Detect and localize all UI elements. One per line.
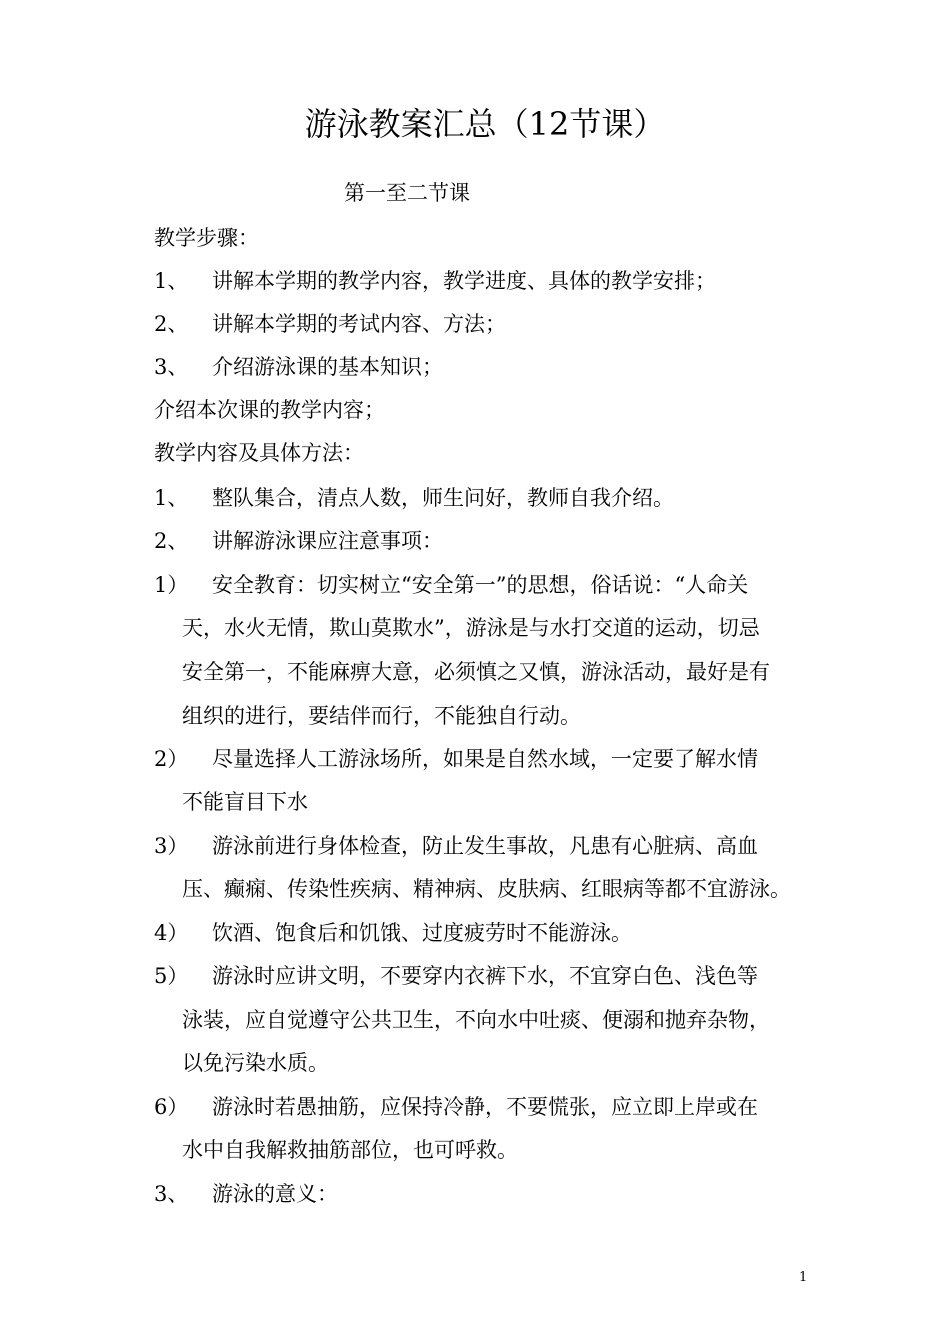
note-text: 不能盲目下水 (182, 790, 308, 814)
note-text: 饮酒、饱食后和饥饿、过度疲劳时不能游泳。 (212, 921, 632, 945)
note-text: 泳装，应自觉遵守公共卫生，不向水中吐痰、便溺和抛弃杂物， (182, 1008, 770, 1032)
step-number: 3、 (154, 355, 189, 379)
heading-text: 教学内容及具体方法： (154, 441, 364, 465)
note-number: 6） (154, 1095, 189, 1119)
note-text: 游泳前进行身体检查，防止发生事故，凡患有心脏病、高血 (212, 834, 758, 858)
item-text: 游泳的意义： (212, 1182, 338, 1206)
step-text: 介绍游泳课的基本知识； (212, 355, 443, 379)
step-number: 2、 (154, 312, 189, 336)
note-number: 1） (154, 573, 189, 597)
note-text: 组织的进行，要结伴而行，不能独自行动。 (182, 704, 581, 728)
note-text: 以免污染水质。 (182, 1051, 329, 1075)
note-text: 安全教育：切实树立“安全第一”的思想，俗话说：“人命关 (212, 573, 749, 597)
note-number: 3） (154, 834, 189, 858)
note-text: 水中自我解救抽筋部位，也可呼救。 (182, 1138, 518, 1162)
note-number: 5） (154, 964, 189, 988)
note-number: 2） (154, 747, 189, 771)
note-text: 游泳时若愚抽筋，应保持冷静，不要慌张，应立即上岸或在 (212, 1095, 758, 1119)
section-subtitle: 第一至二节课 (344, 181, 470, 205)
item-number: 1、 (154, 486, 189, 510)
note-number: 4） (154, 921, 189, 945)
note-text: 天，水火无情，欺山莫欺水”，游泳是与水打交道的运动，切忌 (182, 616, 760, 640)
note-text: 尽量选择人工游泳场所，如果是自然水域，一定要了解水情 (212, 747, 758, 771)
note-text: 安全第一，不能麻痹大意，必须慎之又慎，游泳活动，最好是有 (182, 660, 770, 684)
step-number: 1、 (154, 269, 189, 293)
item-number: 3、 (154, 1182, 189, 1206)
item-text: 整队集合，清点人数，师生问好，教师自我介绍。 (212, 486, 674, 510)
item-number: 2、 (154, 529, 189, 553)
item-text: 讲解游泳课应注意事项： (212, 529, 443, 553)
intro-text: 介绍本次课的教学内容； (154, 398, 385, 422)
step-text: 讲解本学期的考试内容、方法； (212, 312, 506, 336)
note-text: 压、癫痫、传染性疾病、精神病、皮肤病、红眼病等都不宜游泳。 (182, 877, 791, 901)
page-number: 1 (799, 1270, 808, 1285)
document-title: 游泳教案汇总（12节课） (304, 105, 666, 143)
heading-text: 教学步骤： (154, 226, 259, 250)
note-text: 游泳时应讲文明，不要穿内衣裤下水，不宜穿白色、浅色等 (212, 964, 758, 988)
step-text: 讲解本学期的教学内容，教学进度、具体的教学安排； (212, 269, 716, 293)
